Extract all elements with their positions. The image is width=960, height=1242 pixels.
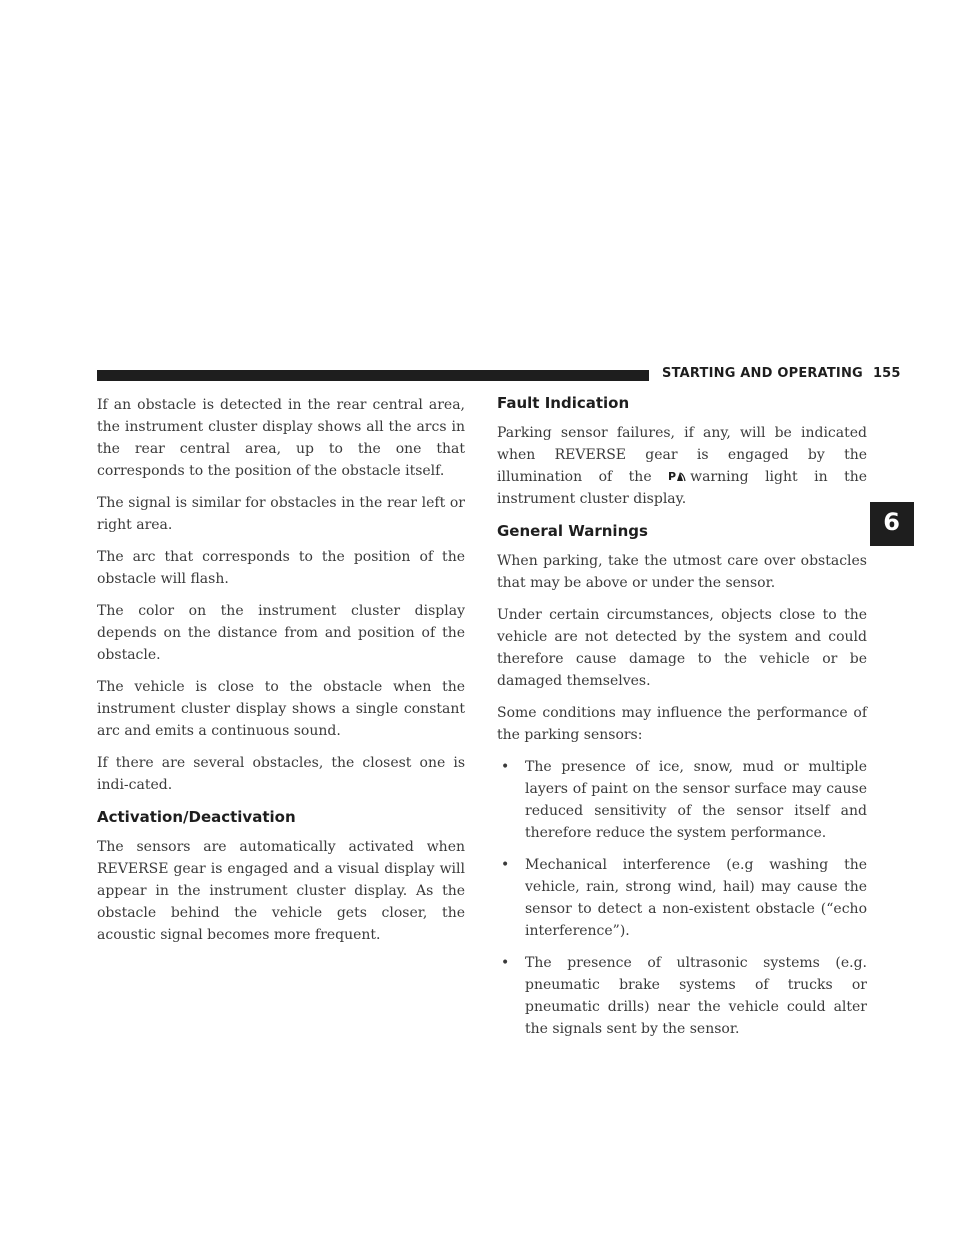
list-item-text: Mechanical interference (e.g washing the vehicle, rain, strong wind, hail) may cause the sensor to detect a non-existent obstacle (“echo interference”).: [525, 857, 867, 939]
svg-text:P: P: [668, 470, 677, 483]
bullet: •: [501, 857, 510, 873]
paragraph: If there are several obstacles, the closest one is indi-cated.: [97, 755, 465, 793]
fault-indication-heading: Fault Indication: [497, 394, 630, 412]
page-number: 155: [872, 366, 901, 381]
left-column: [97, 394, 465, 956]
conditions-list: [497, 756, 867, 1040]
running-header: [662, 366, 901, 381]
paragraph: The vehicle is close to the obstacle when the instrument cluster display shows a single constant arc and emits a continuous sound.: [97, 679, 465, 739]
paragraph: If an obstacle is detected in the rear central area, the instrument cluster display shows all the arcs in the rear central area, up to the one that corresponds to the position of the obstacle itself.: [97, 397, 465, 479]
activation-heading: Activation/Deactivation: [97, 808, 296, 826]
chapter-tab: [870, 502, 914, 546]
paragraph: The color on the instrument cluster display depends on the distance from and position of the obstacle.: [97, 603, 465, 663]
paragraph: Under certain circumstances, objects close to the vehicle are not detected by the system and could therefore cause damage to the vehicle or be damaged themselves.: [497, 607, 867, 689]
fault-text-before: Parking sensor failures, if any, will be indicated when REVERSE gear is engaged by the illumination of the: [497, 425, 867, 485]
park-sensor-warning-icon: [668, 469, 686, 483]
fault-paragraph: [497, 422, 867, 510]
list-item: [497, 854, 867, 942]
list-item: [497, 952, 867, 1040]
bullet: •: [501, 759, 510, 775]
header-rule: [97, 370, 649, 381]
paragraph: The signal is similar for obstacles in the rear left or right area.: [97, 495, 465, 533]
list-item: [497, 756, 867, 844]
paragraph: Some conditions may influence the performance of the parking sensors:: [497, 705, 867, 743]
paragraph: The sensors are automatically activated when REVERSE gear is engaged and a visual display will appear in the instrument cluster display. As the obstacle behind the vehicle gets closer, the acoustic signal becomes more frequent.: [97, 839, 465, 943]
list-item-text: The presence of ultrasonic systems (e.g. pneumatic brake systems of trucks or pneumatic drills) near the vehicle could alter the signals sent by the sensor.: [525, 955, 867, 1037]
right-column: [497, 392, 867, 1050]
chapter-number: 6: [883, 508, 900, 536]
general-warnings-heading: General Warnings: [497, 522, 648, 540]
list-item-text: The presence of ice, snow, mud or multiple layers of paint on the sensor surface may cause reduced sensitivity of the sensor itself and therefore reduce the system performance.: [525, 759, 867, 841]
paragraph: The arc that corresponds to the position of the obstacle will flash.: [97, 549, 465, 587]
paragraph: When parking, take the utmost care over obstacles that may be above or under the sensor.: [497, 553, 867, 591]
section-title: STARTING AND OPERATING: [662, 366, 863, 381]
fault-text-after: warning light in the instrument cluster display.: [497, 469, 867, 507]
bullet: •: [501, 955, 510, 971]
